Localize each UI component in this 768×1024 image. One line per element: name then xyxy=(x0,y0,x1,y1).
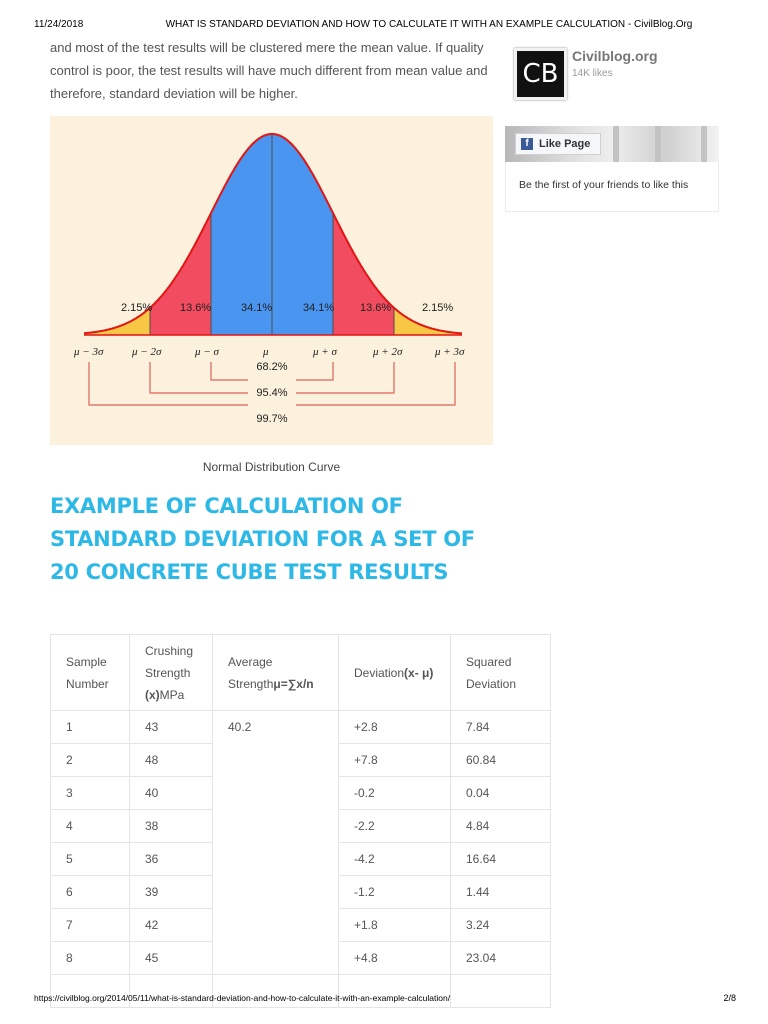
axis-label: μ − 2σ xyxy=(132,346,162,358)
cell-sample-number: 3 xyxy=(51,777,130,810)
header-crushing-x: (x) xyxy=(145,687,160,702)
cell-squared-deviation: 16.64 xyxy=(451,843,551,876)
results-table xyxy=(50,634,551,1008)
cover-beam xyxy=(613,126,619,162)
header-squared-deviation: Squared Deviation xyxy=(451,635,551,711)
percent-label: 2.15% xyxy=(121,302,153,314)
axis-label: μ − σ xyxy=(195,346,219,358)
facebook-icon: f xyxy=(521,138,533,150)
like-page-label: Like Page xyxy=(539,138,591,150)
axis-label: μ + 2σ xyxy=(373,346,403,358)
cell-deviation: +7.8 xyxy=(339,744,451,777)
axis-label: μ − 3σ xyxy=(74,346,104,358)
cell-sample-number: 1 xyxy=(51,711,130,744)
cell-average-strength: 40.2 xyxy=(213,711,339,975)
print-page-number: 2/8 xyxy=(723,993,736,1003)
percent-label: 13.6% xyxy=(360,302,392,314)
page-logo[interactable]: CB xyxy=(514,48,567,100)
cover-beam xyxy=(701,126,707,162)
cell-crushing-strength: 39 xyxy=(130,876,213,909)
header-deviation xyxy=(339,635,451,711)
print-header xyxy=(0,0,768,40)
cell-sample-number: 4 xyxy=(51,810,130,843)
print-title: WHAT IS STANDARD DEVIATION AND HOW TO CALCULATE IT WITH AN EXAMPLE CALCULATION - CivilBlog.Org xyxy=(165,19,693,30)
range-label: 68.2% xyxy=(256,361,288,373)
page-cover-image xyxy=(505,126,719,162)
axis-label: μ xyxy=(263,346,269,358)
normal-distribution-chart xyxy=(50,116,493,445)
section-heading: EXAMPLE OF CALCULATION OF STANDARD DEVIATION FOR A SET OF 20 CONCRETE CUBE TEST RESULTS xyxy=(50,494,475,584)
percent-label: 34.1% xyxy=(303,302,335,314)
header-average-strength xyxy=(213,635,339,711)
page-like-count: 14K likes xyxy=(572,68,613,79)
cell-crushing-strength: 43 xyxy=(130,711,213,744)
cell-deviation: -1.2 xyxy=(339,876,451,909)
header-crushing-suffix: MPa xyxy=(159,687,185,702)
cell-squared-deviation: 23.04 xyxy=(451,942,551,975)
header-deviation-formula: (x- μ) xyxy=(404,665,434,680)
cell-squared-deviation: 3.24 xyxy=(451,909,551,942)
header-crushing-prefix: Crushing Strength xyxy=(145,643,194,680)
figure-caption: Normal Distribution Curve xyxy=(202,460,341,474)
normal-distribution-figure xyxy=(50,116,493,445)
cell-crushing-strength: 36 xyxy=(130,843,213,876)
cell-deviation: +1.8 xyxy=(339,909,451,942)
friends-like-text: Be the first of your friends to like this xyxy=(505,162,719,212)
header-sample-number: Sample Number xyxy=(51,635,130,711)
page-name-link[interactable]: Civilblog.org xyxy=(572,48,658,64)
print-url: https://civilblog.org/2014/05/11/what-is-standard-deviation-and-how-to-calculate-it-with-an-example-calculation/ xyxy=(34,993,451,1003)
print-footer xyxy=(0,992,768,1024)
cell-squared-deviation: 60.84 xyxy=(451,744,551,777)
header-deviation-prefix: Deviation xyxy=(354,665,405,680)
cell-sample-number: 6 xyxy=(51,876,130,909)
range-label: 95.4% xyxy=(256,387,288,399)
cell-squared-deviation: 0.04 xyxy=(451,777,551,810)
range-label: 99.7% xyxy=(256,413,288,425)
facebook-page-header xyxy=(505,38,719,124)
cell-deviation: -2.2 xyxy=(339,810,451,843)
results-table-container[interactable] xyxy=(50,634,517,995)
cover-beam xyxy=(655,126,661,162)
cell-deviation: +4.8 xyxy=(339,942,451,975)
cell-deviation: -4.2 xyxy=(339,843,451,876)
header-average-prefix: Average Strength xyxy=(228,654,274,691)
intro-paragraph: and most of the test results will be clustered mere the mean value. If quality control is poor, the test results will have much different from mean value and therefore, standard deviation will be higher. xyxy=(50,40,488,101)
print-date: 11/24/2018 xyxy=(34,19,84,30)
cell-crushing-strength: 40 xyxy=(130,777,213,810)
cell-crushing-strength: 38 xyxy=(130,810,213,843)
percent-label: 13.6% xyxy=(180,302,212,314)
percent-label: 34.1% xyxy=(241,302,273,314)
cell-sample-number: 7 xyxy=(51,909,130,942)
table-header-row xyxy=(51,635,551,711)
header-average-formula: μ=∑x/n xyxy=(273,676,314,691)
cell-squared-deviation: 4.84 xyxy=(451,810,551,843)
cell-squared-deviation: 7.84 xyxy=(451,711,551,744)
cell-squared-deviation: 1.44 xyxy=(451,876,551,909)
cell-deviation: +2.8 xyxy=(339,711,451,744)
cell-sample-number: 5 xyxy=(51,843,130,876)
table-row xyxy=(51,711,551,744)
like-page-button[interactable] xyxy=(515,133,601,155)
axis-label: μ + 3σ xyxy=(435,346,465,358)
header-crushing-strength xyxy=(130,635,213,711)
cell-deviation: -0.2 xyxy=(339,777,451,810)
cell-crushing-strength: 48 xyxy=(130,744,213,777)
cell-sample-number: 8 xyxy=(51,942,130,975)
cell-crushing-strength: 42 xyxy=(130,909,213,942)
facebook-page-widget xyxy=(505,38,719,212)
cell-crushing-strength: 45 xyxy=(130,942,213,975)
cell-sample-number: 2 xyxy=(51,744,130,777)
percent-label: 2.15% xyxy=(422,302,454,314)
axis-label: μ + σ xyxy=(313,346,337,358)
